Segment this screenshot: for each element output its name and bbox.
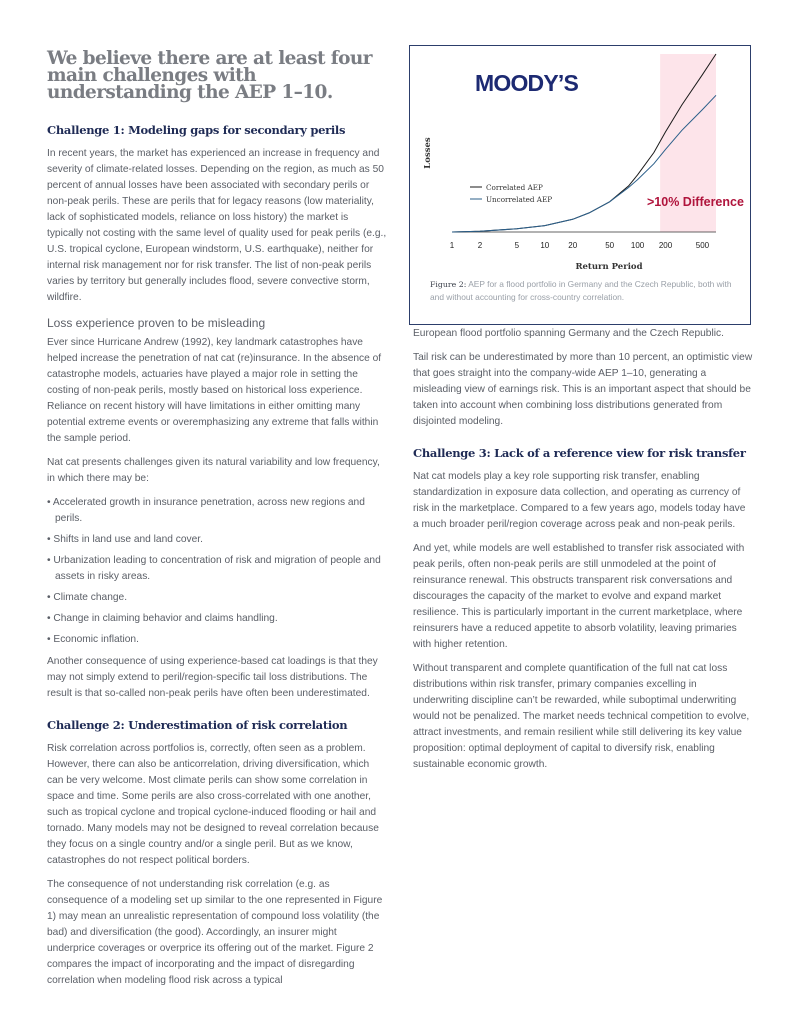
figure-caption-label: Figure 2:: [430, 280, 467, 289]
challenge-2-paragraph-1: Risk correlation across portfolios is, correctly, often seen as a problem. However, there can also be anticorrelation, driving diversification, which can be very welcome. Most climate perils can show some correlation in space and time. Some perils are also cross-correlated with one another, such as tropical cyclone and tropical cyclone-induced flooding or hail and tornado. Many models may not be designed to reveal correlation because they focus on a single country and/or a single peril. But as we know, catastrophes do not respect political borders.: [47, 743, 379, 866]
loss-experience-paragraph-2: Nat cat presents challenges given its natural variability and low frequency, in which there may be:: [47, 457, 380, 484]
list-item: • Economic inflation.: [47, 632, 387, 648]
list-item: • Urbanization leading to concentration of risk and migration of people and assets in risky areas.: [47, 553, 387, 585]
loss-experience-title: Loss experience proven to be misleading: [47, 316, 266, 330]
loss-experience-paragraph-1: Ever since Hurricane Andrew (1992), key landmark catastrophes have helped increase the penetration of nat cat (re)insurance. In the absence of catastrophe models, actuaries have played a major role in setting the costing of non-peak perils, mostly based on historical loss experience. Reliance on recent history will have limitations in either omitting many potential extreme events or overemphasizing any extreme that falls within the sample period.: [47, 337, 382, 444]
x-tick-label: 1: [449, 241, 455, 250]
moodys-logo: MOODY’S: [475, 70, 579, 96]
challenge-3-paragraph-2: And yet, while models are well established to transfer risk associated with peak perils, often non-peak perils are still unmodeled at the point of reinsurance renewal. This obstructs transparent risk conversations and discourages the capacity of the market to evolve and expand market resilience. This is particularly important in the current marketplace, where reinsurers have a reduced appetite to absorb volatility, leaving primaries with higher retention.: [413, 543, 745, 650]
x-tick-label: 200: [658, 241, 673, 250]
page-heading: We believe there are at least four main challenges with understanding the AEP 1–10.: [47, 48, 372, 103]
challenge-3-paragraph-1: Nat cat models play a key role supporting risk transfer, enabling standardization in exposure data collection, and operating as currency of risk in the marketplace. Compared to a few years ago, models today have a much broader peril/region coverage across peak and non-peak perils.: [413, 471, 746, 530]
x-tick-label: 50: [605, 241, 615, 250]
x-tick-label: 100: [630, 241, 645, 250]
list-item: • Accelerated growth in insurance penetration, across new regions and perils.: [47, 495, 387, 527]
factor-list: [47, 495, 387, 648]
challenge-1-title: Challenge 1: Modeling gaps for secondary perils: [47, 123, 346, 137]
x-tick-label: 10: [540, 241, 550, 250]
figure-caption-text: AEP for a flood portfolio in Germany and the Czech Republic, both with and without accounting for cross-country correlation.: [430, 279, 732, 302]
challenge-2-paragraph-2: The consequence of not understanding risk correlation (e.g. as consequence of a modeling set up similar to the one represented in Figure 1) may mean an unrealistic representation of compound loss volatility (the bad) and diversification (the good). Accordingly, an insurer might underprice coverages or overprice its offering out of the market. Figure 2 compares the impact of incorporating and the impact of disregarding correlation when modeling flood risk across a typical: [47, 879, 383, 986]
figure-caption: [430, 278, 745, 304]
x-axis-label: Return Period: [575, 262, 643, 272]
legend-label: Uncorrelated AEP: [486, 195, 553, 204]
list-item: • Change in claiming behavior and claims handling.: [47, 611, 387, 627]
challenge-2-paragraph-3: European flood portfolio spanning Germany and the Czech Republic.: [413, 328, 724, 339]
challenge-3-paragraph-3: Without transparent and complete quantification of the full nat cat loss distributions within risk transfer, primary companies excelling in underwriting discipline can’t be rewarded, while suboptimal underwriting would not be penalized. The market needs technical competition to evolve, attract investments, and remain resilient while still delivering its key value proposition: optimal deployment of capital to diversify risk, enabling sustainable economic growth.: [413, 663, 750, 770]
right-column: [413, 326, 753, 781]
loss-experience-paragraph-3: Another consequence of using experience-based cat loadings is that they may not simply extend to peril/region-specific tail loss distributions. The result is that so-called non-peak perils have often been underestimated.: [47, 656, 378, 699]
y-axis-label: Losses: [423, 137, 433, 169]
difference-label: >10% Difference: [647, 195, 744, 209]
x-tick-label: 500: [695, 241, 710, 250]
left-column: [47, 50, 387, 997]
figure-2: [409, 45, 751, 325]
x-tick-label: 2: [477, 241, 483, 250]
challenge-2-paragraph-4: Tail risk can be underestimated by more than 10 percent, an optimistic view that goes straight into the company-wide AEP 1–10, generating a misleading view of earnings risk. This is an important aspect that should be taken into account when combining loss distributions generated from disjointed modeling.: [413, 352, 753, 427]
x-tick-label: 5: [514, 241, 520, 250]
challenge-3-title: Challenge 3: Lack of a reference view for risk transfer: [413, 446, 746, 460]
x-tick-label: 20: [568, 241, 578, 250]
legend-label: Correlated AEP: [486, 183, 543, 192]
challenge-1-paragraph: In recent years, the market has experienced an increase in frequency and severity of climate-related losses. Depending on the region, as much as 50 percent of annual losses have been associated with secondary perils or non-peak perils. These are perils that for legacy reasons (low materiality, lack of sophisticated models, reliance on loss history) the market is typically not costing with the same level of quality used for peak perils (e.g., U.S. tropical cyclone, European windstorm, U.S. earthquake), neither for internal risk management nor for risk transfer. The list of non-peak perils varies by territory but generally includes flood, severe convective storm, wildfire.: [47, 148, 387, 303]
challenge-2-title: Challenge 2: Underestimation of risk correlation: [47, 718, 348, 732]
list-item: • Climate change.: [47, 590, 387, 606]
list-item: • Shifts in land use and land cover.: [47, 532, 387, 548]
